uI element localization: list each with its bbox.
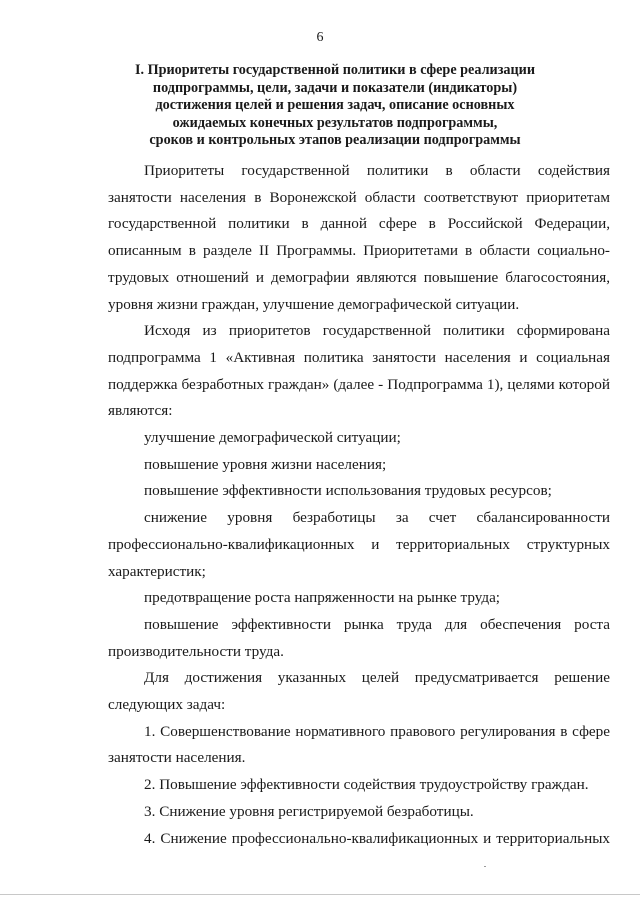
goal-item: улучшение демографической ситуации; — [144, 429, 401, 447]
heading-line: достижения целей и решения задач, описание основных — [155, 97, 515, 114]
goal-item: повышение эффективности использования трудовых ресурсов; — [144, 482, 552, 500]
heading-line: сроков и контрольных этапов реализации подпрограммы — [149, 132, 521, 149]
heading-line: I. Приоритеты государственной политики в сфере реализации — [134, 62, 536, 78]
task-item: 2. Повышение эффективности содействия трудоустройству граждан. — [144, 776, 589, 794]
paragraph-priorities: Приоритеты государственной политики в области содействия занятости населения в Воронежской области соответствуют приоритетам государственной политики в данной сфере в Российской Федерации, описанным в разделе II Программы. Приоритетами в области социально-трудовых отношений и демографии являются повышение благосостояния, уровня жизни граждан, улучшение демографической ситуации. — [108, 162, 610, 313]
task-item: 4. Снижение профессионально-квалификационных и территориальных — [144, 829, 610, 847]
scan-mark — [484, 866, 486, 867]
task-item: 3. Снижение уровня регистрируемой безработицы. — [144, 802, 474, 820]
body-text — [108, 158, 610, 852]
page-bottom-edge — [0, 894, 640, 895]
heading-line: подпрограммы, цели, задачи и показатели (индикаторы) — [152, 79, 518, 96]
goal-item: повышение уровня жизни населения; — [144, 455, 387, 473]
task-item: 1. Совершенствование нормативного правового регулирования в сфере занятости населения. — [108, 722, 610, 767]
page-number: 6 — [316, 30, 324, 45]
goal-item: снижение уровня безработицы за счет сбалансированности профессионально-квалификационных и территориальных структурных характеристик; — [108, 509, 610, 580]
paragraph-subprogram: Исходя из приоритетов государственной политики сформирована подпрограмма 1 «Активная политика занятости населения и социальная поддержка безработных граждан» (далее - Подпрограмма 1), целями которой являются: — [108, 322, 610, 420]
goal-item: повышение эффективности рынка труда для обеспечения роста производительности труда. — [108, 615, 610, 660]
paragraph-tasks-intro: Для достижения указанных целей предусматривается решение следующих задач: — [108, 669, 610, 714]
section-heading — [100, 62, 570, 150]
heading-line: ожидаемых конечных результатов подпрограммы, — [172, 114, 498, 131]
goal-item: предотвращение роста напряженности на рынке труда; — [144, 589, 501, 607]
